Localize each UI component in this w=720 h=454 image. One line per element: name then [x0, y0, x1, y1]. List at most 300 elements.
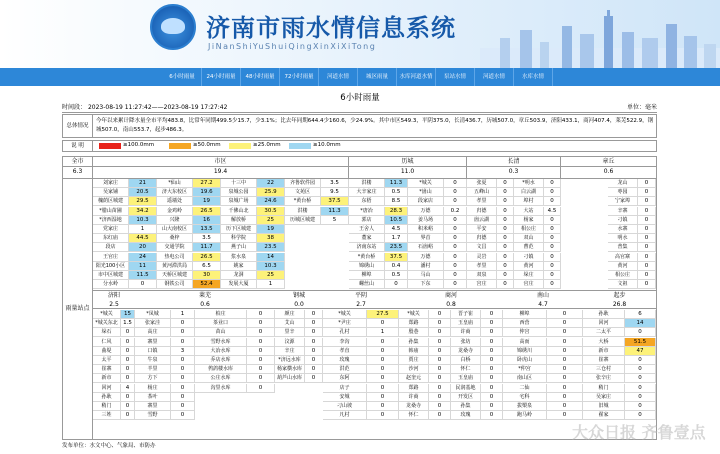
nav-item-reservoir-water[interactable]: 水库水情 [514, 68, 553, 86]
nav-item-48h-rainfall[interactable]: 48小时雨量 [241, 68, 280, 86]
station-name: 张夏 [467, 179, 497, 188]
station-value: 27.2 [193, 179, 221, 188]
station-value: 5 [321, 216, 349, 225]
station-value: 20 [129, 243, 157, 252]
station-value: 44.5 [129, 234, 157, 243]
station-value: 29.5 [129, 197, 157, 206]
station-value: 0 [367, 356, 399, 365]
station-value: 0 [367, 338, 399, 347]
station-value: 0 [367, 411, 399, 420]
station-name: 积米峪 [408, 225, 444, 234]
station-value: 0 [497, 234, 514, 243]
station-name: 赵奎元 [399, 374, 429, 383]
station-value: 0 [385, 280, 408, 289]
station-value: 0 [171, 374, 195, 383]
time-period-row [62, 102, 657, 113]
station-value: 0 [497, 179, 514, 188]
station-value: 9.5 [321, 188, 349, 197]
station-value: 0 [547, 310, 583, 319]
station-name: 郑路 [399, 319, 429, 328]
station-value: 0 [547, 365, 583, 374]
station-name: 张家洼 [135, 319, 171, 328]
nav-item-24h-rainfall[interactable]: 24小时雨量 [202, 68, 241, 86]
station-name: 下东 [408, 280, 444, 289]
lower-total-cell [275, 290, 323, 309]
legend-text-25: ≥25.0mm [253, 142, 281, 148]
total-value-shiqu: 19.4 [213, 168, 228, 175]
station-name: 茶叶 [135, 393, 171, 402]
station-value: 0 [625, 328, 656, 337]
station-value: 15 [121, 310, 135, 319]
station-value: 0 [247, 328, 275, 337]
station-value: 51.5 [625, 338, 656, 347]
total-cell-licheng [349, 157, 467, 179]
station-value: 0 [171, 384, 195, 393]
logo-emblem [150, 4, 196, 50]
station-name: 柳埠 [503, 310, 547, 319]
nav-item-river-status[interactable]: 河道水情 [319, 68, 358, 86]
station-name: 张辛庄 [583, 374, 625, 383]
station-name: 李沟 [323, 338, 367, 347]
station-name: 回河 [93, 384, 121, 393]
station-value: 16 [193, 216, 221, 225]
station-name: 宫庄 [467, 280, 497, 289]
station-value: 21 [129, 179, 157, 188]
station-name: 洪楼 [285, 207, 321, 216]
station-value: 20.5 [129, 188, 157, 197]
station-name: 孙耿 [93, 393, 121, 402]
station-name: 晋子崔 [451, 310, 481, 319]
station-name: 孙集 [451, 402, 481, 411]
station-name: 官庄 [514, 280, 544, 289]
station-value: 30 [193, 271, 221, 280]
station-name: 科学院 [221, 234, 257, 243]
station-value: 0 [481, 328, 503, 337]
station-value: 0 [481, 411, 503, 420]
station-value: 0 [429, 328, 451, 337]
station-name: 葫芦山水库 [275, 374, 305, 383]
legend-swatch-red [99, 143, 121, 149]
station-name: 苗山 [195, 328, 247, 337]
station-name: 高庄 [135, 328, 171, 337]
station-value: 8.5 [385, 197, 408, 206]
station-name: 玉皇庙 [451, 319, 481, 328]
station-value: 0 [481, 374, 503, 383]
station-name: 韩庙 [399, 347, 429, 356]
station-name: 龙桑寺 [399, 402, 429, 411]
station-name: 民润基地 [451, 384, 481, 393]
station-name: 二太平 [583, 328, 625, 337]
station-name: *崮山 [408, 188, 444, 197]
station-name: 潘村 [408, 262, 444, 271]
station-name: 雪野 [135, 411, 171, 420]
station-value: 0 [544, 262, 561, 271]
station-name: 燕子山 [221, 243, 257, 252]
station-value: 0 [367, 365, 399, 374]
station-name: 高官寨 [608, 253, 638, 262]
station-name: 黄河 [608, 262, 638, 271]
station-name: 仲宫 [503, 328, 547, 337]
station-value: 0 [497, 253, 514, 262]
station-name: *黄台桥 [285, 197, 321, 206]
nav-item-6h-rainfall[interactable]: 6小时雨量 [163, 68, 202, 86]
station-name: 孙集 [399, 338, 429, 347]
station-value: 0 [429, 402, 451, 411]
station-value: 0 [638, 262, 656, 271]
station-value: 0 [481, 347, 503, 356]
station-value: 3 [171, 347, 195, 356]
station-value: 0 [638, 271, 656, 280]
station-name: 许商 [399, 393, 429, 402]
lower-total-name: 平阴 [354, 292, 367, 299]
lower-total-cell [583, 290, 656, 309]
station-value: 0 [171, 328, 195, 337]
station-name: 怀仁 [451, 365, 481, 374]
station-value: 0 [638, 188, 656, 197]
station-value: 0 [625, 393, 656, 402]
station-name: 回河 [583, 319, 625, 328]
station-name: 普集 [608, 243, 638, 252]
nav-item-river-water[interactable]: 河道水情 [475, 68, 514, 86]
station-value: 26.5 [193, 253, 221, 262]
station-name: 店子 [323, 384, 367, 393]
station-value: 0 [305, 374, 323, 383]
station-value: 0 [638, 225, 656, 234]
station-name: 遥墙处 [157, 197, 193, 206]
station-name: 玫瑰 [323, 356, 367, 365]
station-value: 25 [257, 216, 285, 225]
station-value: 0 [497, 207, 514, 216]
station-value: 1.5 [121, 319, 135, 328]
station-value: 0 [638, 280, 656, 289]
station-value: 24.6 [257, 197, 285, 206]
station-name: 姜马场 [408, 216, 444, 225]
station-name: 洪范 [323, 365, 367, 374]
station-value: 0 [497, 271, 514, 280]
station-value: 1 [171, 310, 195, 319]
station-name: 文昌 [467, 243, 497, 252]
station-name: 浆水泉 [221, 253, 257, 262]
station-value: 0 [547, 347, 583, 356]
station-value: 11.5 [129, 271, 157, 280]
station-value: 11.7 [193, 243, 221, 252]
station-value: 11.3 [321, 207, 349, 216]
station-name: *城关 [93, 310, 121, 319]
station-name: 茶业口 [195, 319, 247, 328]
station-name: 白云湖 [514, 188, 544, 197]
station-name: 文苑区 [285, 188, 321, 197]
station-value: 0 [547, 328, 583, 337]
station-name: 太平 [93, 356, 121, 365]
total-cell-shiqu [93, 157, 349, 179]
nav-item-pump-station[interactable]: 泵站水情 [436, 68, 475, 86]
station-value: 47 [625, 347, 656, 356]
station-name: 旧城 [583, 402, 625, 411]
station-name: 曲堤 [93, 347, 121, 356]
station-value: 23.5 [257, 243, 285, 252]
station-name: 埠村 [514, 197, 544, 206]
station-name: 雪野水库 [195, 338, 247, 347]
station-name: 三姓 [93, 411, 121, 420]
lower-total-name: 钢城 [292, 292, 305, 299]
station-value: 0 [497, 197, 514, 206]
station-name: 高而 [503, 338, 547, 347]
station-name: 崔寨 [583, 356, 625, 365]
station-value: 3.5 [193, 234, 221, 243]
station-value: 0 [305, 310, 323, 319]
station-name: 党家庄 [93, 225, 129, 234]
station-value: 38 [257, 234, 285, 243]
station-name: 杨庄 [135, 384, 171, 393]
station-name: 安城 [323, 393, 367, 402]
station-value: 10.5 [385, 216, 408, 225]
station-value: 0 [429, 365, 451, 374]
total-name-zhangqiu: 章丘 [561, 157, 656, 167]
station-name: 十三中 [221, 179, 257, 188]
station-value: 0 [171, 402, 195, 411]
station-value: 26.5 [193, 207, 221, 216]
station-value: 0 [481, 338, 503, 347]
station-name: 马山 [408, 271, 444, 280]
station-name: 沙河 [399, 365, 429, 374]
station-value: 11 [129, 262, 157, 271]
station-name: *济远水库 [275, 356, 305, 365]
station-name: 垛石 [93, 328, 121, 337]
lower-total-value: 26.8 [612, 301, 627, 308]
station-name: 凡村 [323, 411, 367, 420]
station-value: 0 [247, 374, 275, 383]
station-name: 山大南校区 [157, 225, 193, 234]
station-value: 0 [171, 411, 195, 420]
station-name: 锦绣川 [503, 347, 547, 356]
station-name: 拔槊泉 [503, 402, 547, 411]
legend-row [62, 140, 657, 152]
station-value: 0 [367, 393, 399, 402]
station-value: 0 [121, 356, 135, 365]
station-value: 0 [625, 411, 656, 420]
station-value: 0 [429, 393, 451, 402]
station-value: 0 [444, 262, 467, 271]
station-value: 0 [247, 310, 275, 319]
station-name: 艾山 [275, 319, 305, 328]
station-value: 0 [638, 197, 656, 206]
station-name: 泉城广场 [221, 197, 257, 206]
station-name: 龙桑寺 [451, 347, 481, 356]
lower-total-cell [93, 290, 135, 309]
lower-total-value: 0.8 [446, 301, 456, 308]
station-name: 宁家埠 [608, 197, 638, 206]
station-value: 0 [367, 384, 399, 393]
station-value: 0 [247, 338, 275, 347]
station-name: 发展大厦 [221, 280, 257, 289]
station-value: 0 [247, 347, 275, 356]
station-value: 0 [121, 365, 135, 374]
station-name: 明水 [608, 234, 638, 243]
station-name: 泉城公园 [221, 188, 257, 197]
station-value: 0 [638, 243, 656, 252]
station-name: *腊山苗圃 [93, 207, 129, 216]
station-name: 方下 [135, 374, 171, 383]
station-value: 23.5 [385, 243, 408, 252]
station-name: 万德 [408, 253, 444, 262]
station-name: *凤城 [135, 310, 171, 319]
station-name: 西营 [503, 319, 547, 328]
legend-swatch-orange [169, 143, 191, 149]
station-name: 郑路 [399, 384, 429, 393]
nav-item-reservoir-river[interactable]: 水库河道水情 [397, 68, 436, 86]
station-name: 三仓村 [583, 365, 625, 374]
station-name: 刁镇 [608, 216, 638, 225]
station-name: 阳光100小区 [93, 262, 129, 271]
city-skyline-image [480, 8, 720, 68]
station-name: 大辛家庄 [349, 188, 385, 197]
station-name: 公庄水库 [195, 374, 247, 383]
station-name: 段家店 [408, 197, 444, 206]
station-value: 0 [547, 319, 583, 328]
station-name: 二仙 [503, 384, 547, 393]
station-name: 孔村 [323, 328, 367, 337]
station-name: 石崮峪 [408, 243, 444, 252]
legend-swatch-blue [289, 143, 311, 149]
station-name: 里辛 [275, 328, 305, 337]
station-name: 灵岩 [467, 253, 497, 262]
total-value-licheng: 11.0 [400, 168, 415, 175]
station-value: 0 [429, 374, 451, 383]
station-value: 0 [544, 225, 561, 234]
station-name: 齐鲁软件园 [285, 179, 321, 188]
station-name: 螺丝山 [349, 280, 385, 289]
station-value: 25.9 [257, 188, 285, 197]
station-name: 乔店水库 [195, 356, 247, 365]
station-name: *唐冶 [349, 207, 385, 216]
station-value: 0 [367, 402, 399, 411]
station-name: 归德 [467, 207, 497, 216]
station-name: 王舍人 [349, 225, 385, 234]
station-name: 桑梓 [157, 234, 193, 243]
station-name: 寨里 [135, 402, 171, 411]
station-name: 玫瑰 [451, 411, 481, 420]
station-name: 市中区城建 [93, 271, 129, 280]
station-value: 0 [444, 253, 467, 262]
station-name: 颜庄 [275, 310, 305, 319]
legend-label: 说 明 [63, 141, 93, 151]
station-value: 0 [429, 384, 451, 393]
station-name: *济西湿地 [93, 216, 129, 225]
station-name: 黄河 [514, 262, 544, 271]
station-name: *仲宫 [503, 365, 547, 374]
station-value: 0 [121, 347, 135, 356]
station-value: 0 [367, 374, 399, 383]
station-value: 37.5 [321, 197, 349, 206]
station-value: 0 [638, 253, 656, 262]
station-value: 14 [257, 253, 285, 262]
nav-item-urban-rainfall[interactable]: 城区雨量 [358, 68, 397, 86]
station-name: 羊里 [135, 365, 171, 374]
station-name: *黄台桥 [349, 253, 385, 262]
lower-total-cell [135, 290, 275, 309]
station-value: 10.3 [129, 216, 157, 225]
station-name: 崔寨 [93, 365, 121, 374]
station-name: 天桥区城建 [157, 271, 193, 280]
station-name: 新市 [583, 347, 625, 356]
station-name: *城关 [323, 310, 367, 319]
station-name: 牛泉 [135, 356, 171, 365]
station-name: 许商 [451, 328, 481, 337]
station-value: 0 [247, 384, 275, 393]
station-value: 0 [544, 253, 561, 262]
station-name: 水寨 [608, 225, 638, 234]
station-name: 双山 [514, 234, 544, 243]
station-value: 0 [444, 280, 467, 289]
station-value: 0 [497, 243, 514, 252]
station-value: 0 [429, 356, 451, 365]
station-value: 0 [497, 225, 514, 234]
station-name: 界首 [408, 234, 444, 243]
nav-item-72h-rainfall[interactable]: 72小时雨量 [280, 68, 319, 86]
station-name: 五峰山 [467, 188, 497, 197]
station-name: 龙山 [608, 179, 638, 188]
station-name: 双泉 [467, 271, 497, 280]
station-name: 锦绣山 [349, 262, 385, 271]
station-value: 37.5 [385, 253, 408, 262]
station-value: 0 [547, 393, 583, 402]
station-value: 25 [257, 271, 285, 280]
station-name: 金鸡岭 [157, 207, 193, 216]
station-name: 分水岭 [93, 280, 129, 289]
station-name: 大桥 [583, 338, 625, 347]
station-value: 0 [305, 347, 323, 356]
total-value-changqing: 0.3 [508, 168, 519, 175]
lower-total-name: 莱芜 [198, 292, 211, 299]
station-name: *尹庄 [323, 319, 367, 328]
page-title: 6小时雨量 [340, 93, 380, 103]
station-name: 万德 [408, 207, 444, 216]
station-name: 白桥 [451, 356, 481, 365]
time-period-label: 时间段： [62, 104, 87, 111]
station-value: 0 [444, 271, 467, 280]
station-value: 6 [625, 310, 656, 319]
station-name: 黄河滞洪局 [157, 262, 193, 271]
watermark: 大众日报 齐鲁壹点 [572, 423, 706, 442]
station-name: 郭店 [349, 216, 385, 225]
station-value: 0 [481, 393, 503, 402]
station-value: 0 [429, 347, 451, 356]
total-name-shiqu: 市区 [93, 157, 348, 167]
station-value: 0 [547, 384, 583, 393]
lower-total-name: 商河 [444, 292, 457, 299]
lower-total-value: 2.5 [109, 301, 119, 308]
total-name-licheng: 历城 [349, 157, 466, 167]
station-name: 兴隆 [157, 216, 193, 225]
station-value: 4.5 [544, 207, 561, 216]
station-value: 0 [547, 338, 583, 347]
station-name: 热电公司 [157, 253, 193, 262]
station-value: 0 [481, 356, 503, 365]
station-name: 寨里 [135, 338, 171, 347]
station-value: 0 [625, 365, 656, 374]
station-value: 0 [481, 319, 503, 328]
station-value: 0 [305, 319, 323, 328]
station-value: 0 [638, 179, 656, 188]
station-value: 11.3 [385, 179, 408, 188]
station-name: 辛庄 [275, 347, 305, 356]
station-value: 0 [247, 365, 275, 374]
station-name: 翟家 [583, 411, 625, 420]
station-name: 段店 [93, 243, 129, 252]
overall-summary [62, 114, 657, 138]
station-value: 0 [481, 384, 503, 393]
lower-total-name: 起步 [613, 292, 626, 299]
